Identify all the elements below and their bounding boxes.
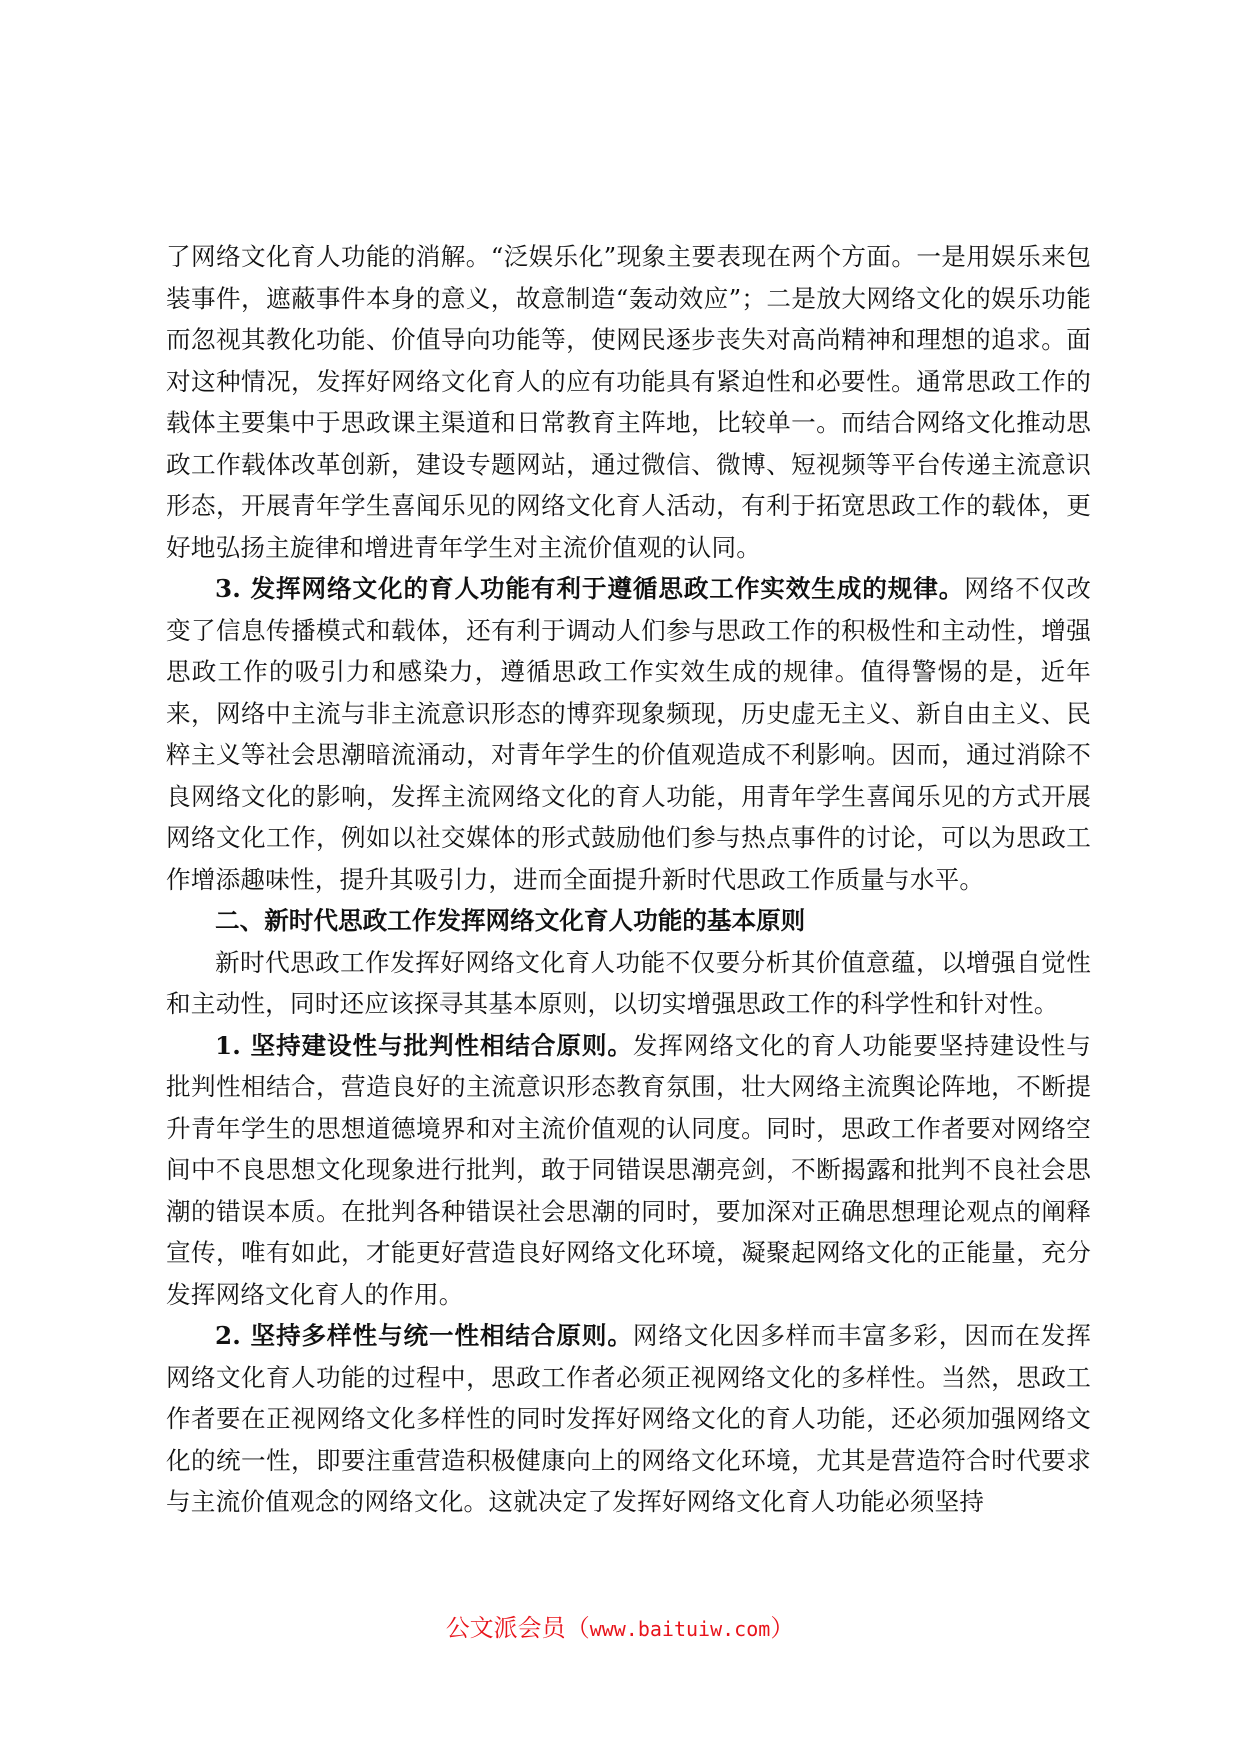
paragraph-lead: 1. 坚持建设性与批判性相结合原则。 xyxy=(215,1030,633,1060)
paragraph-4 xyxy=(166,1025,1091,1316)
paragraph-text: 新时代思政工作发挥好网络文化育人功能不仅要分析其价值意蕴，以增强自觉性和主动性，同时还应该探寻其基本原则，以切实增强思政工作的科学性和针对性。 xyxy=(166,947,1091,1018)
paragraph-lead: 3. 发挥网络文化的育人功能有利于遵循思政工作实效生成的规律。 xyxy=(215,574,965,603)
paragraph-1 xyxy=(166,236,1091,568)
paragraph-text: 网络文化因多样而丰富多彩，因而在发挥网络文化育人功能的过程中，思政工作者必须正视网络文化的多样性。当然，思政工作者要在正视网络文化多样性的同时发挥好网络文化的育人功能，还必须加强网络文化的统一性，即要注重营造积极健康向上的网络文化环境，尤其是营造符合时代要求与主流价值观念的网络文化。这就决定了发挥好网络文化育人功能必须坚持 xyxy=(166,1321,1091,1516)
document-body xyxy=(166,236,1091,1523)
footer-url[interactable]: www.baituiw.com xyxy=(589,1617,771,1641)
paragraph-text: 发挥网络文化的育人功能要坚持建设性与批判性相结合，营造良好的主流意识形态教育氛围，壮大网络主流舆论阵地，不断提升青年学生的思想道德境界和对主流价值观的认同度。同时，思政工作者要对网络空间中不良思想文化现象进行批判，敢于同错误思潮亮剑，不断揭露和批判不良社会思潮的错误本质。在批判各种错误社会思潮的同时，要加深对正确思想理论观点的阐释宣传，唯有如此，才能更好营造良好网络文化环境，凝聚起网络文化的正能量，充分发挥网络文化育人的作用。 xyxy=(166,1030,1091,1309)
paragraph-text: 网络不仅改变了信息传播模式和载体，还有利于调动人们参与思政工作的积极性和主动性，增强思政工作的吸引力和感染力，遵循思政工作实效生成的规律。值得警惕的是，近年来，网络中主流与非主流意识形态的博弈现象频现，历史虚无主义、新自由主义、民粹主义等社会思潮暗流涌动，对青年学生的价值观造成不利影响。因而，通过消除不良网络文化的影响，发挥主流网络文化的育人功能，用青年学生喜闻乐见的方式开展网络文化工作，例如以社交媒体的形式鼓励他们参与热点事件的讨论，可以为思政工作增添趣味性，提升其吸引力，进而全面提升新时代思政工作质量与水平。 xyxy=(166,574,1091,894)
paragraph-text: 了网络文化育人功能的消解。“泛娱乐化”现象主要表现在两个方面。一是用娱乐来包装事件，遮蔽事件本身的意义，故意制造“轰动效应”；二是放大网络文化的娱乐功能而忽视其教化功能、价值导向功能等，使网民逐步丧失对高尚精神和理想的追求。面对这种情况，发挥好网络文化育人的应有功能具有紧迫性和必要性。通常思政工作的载体主要集中于思政课主渠道和日常教育主阵地，比较单一。而结合网络文化推动思政工作载体改革创新，建设专题网站，通过微信、微博、短视频等平台传递主流意识形态，开展青年学生喜闻乐见的网络文化育人活动，有利于拓宽思政工作的载体，更好地弘扬主旋律和增进青年学生对主流价值观的认同。 xyxy=(166,242,1091,562)
paragraph-2 xyxy=(166,568,1091,900)
footer-brand: 公文派会员 xyxy=(445,1614,566,1642)
paragraph-3 xyxy=(166,942,1091,1025)
footer-open-paren: （ xyxy=(565,1614,590,1642)
paragraph-5 xyxy=(166,1315,1091,1523)
paragraph-lead: 2. 坚持多样性与统一性相结合原则。 xyxy=(215,1321,633,1350)
section-heading: 二、新时代思政工作发挥网络文化育人功能的基本原则 xyxy=(215,906,806,935)
footer-watermark xyxy=(0,1612,1240,1645)
footer-close-paren: ） xyxy=(770,1614,795,1642)
